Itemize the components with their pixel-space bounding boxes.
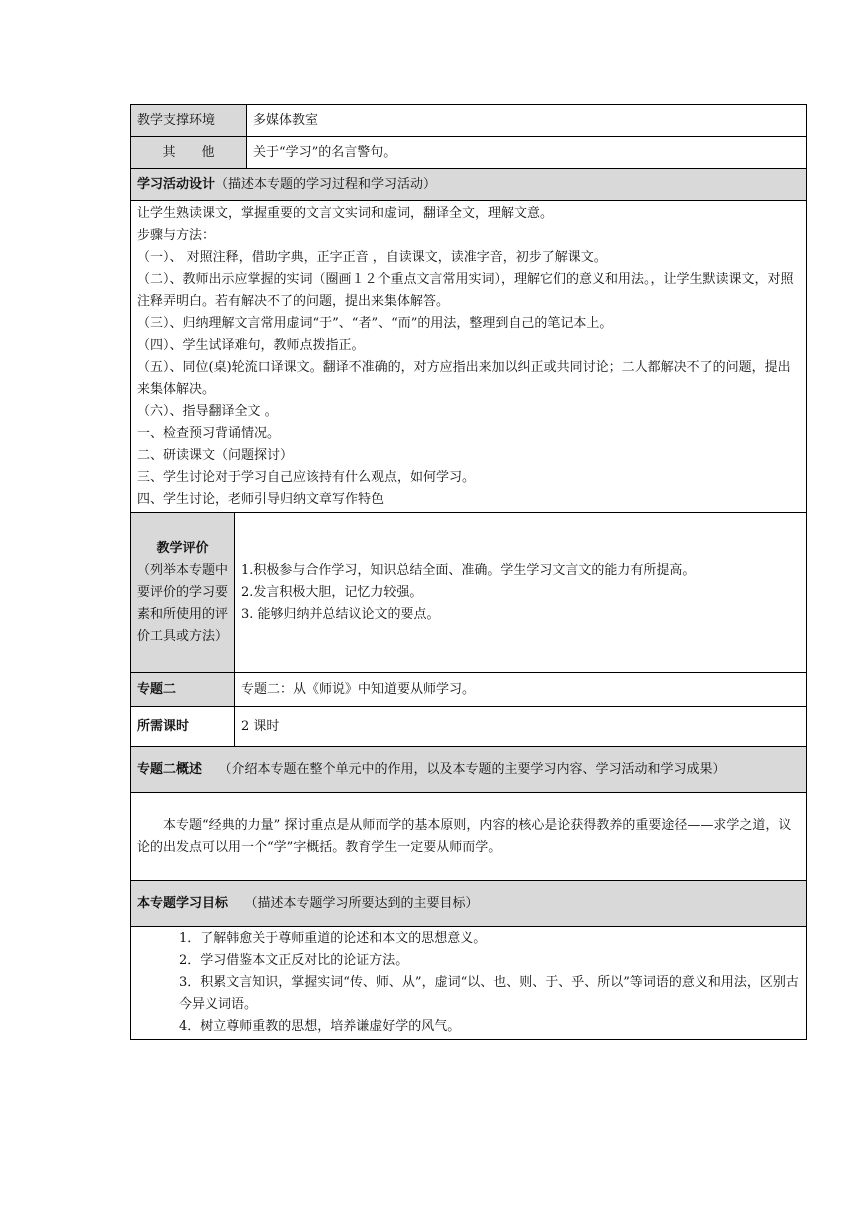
goals-note: （描述本专题学习所要达到的主要目标）	[244, 895, 479, 911]
evaluation-row	[131, 513, 807, 673]
topic2-value: 专题二：从《师说》中知道要从师学习。	[235, 673, 807, 707]
goals-title: 本专题学习目标	[137, 895, 229, 911]
lesson-plan-table	[130, 104, 807, 1040]
goal-item: 2．学习借鉴本文正反对比的论证方法。	[179, 953, 409, 968]
activity-note: （描述本专题的学习过程和学习活动）	[215, 176, 437, 192]
goal-item: 1．了解韩愈关于尊师重道的论述和本文的思想意义。	[179, 931, 487, 946]
env-value: 多媒体教室	[247, 105, 807, 137]
activity-title: 学习活动设计	[137, 176, 216, 192]
activity-line: 让学生熟读课文，掌握重要的文言文实词和虚词，翻译全文，理解文意。	[137, 206, 554, 221]
activity-line: 二、研读课文（问题探讨）	[137, 448, 294, 463]
topic2-row	[131, 673, 807, 707]
hours-row	[131, 707, 807, 747]
goal-item: 4．树立尊师重教的思想，培养谦虚好学的风气。	[179, 1019, 461, 1034]
other-value: 关于“学习”的名言警句。	[247, 137, 807, 169]
evaluation-title: 教学评价	[156, 540, 209, 556]
activity-line: 四、学生讨论，老师引导归纳文章写作特色	[137, 492, 385, 507]
overview-header	[131, 747, 807, 793]
goals-header	[131, 881, 807, 927]
evaluation-label	[131, 513, 235, 673]
activity-line: 一、检查预习背诵情况。	[137, 426, 281, 441]
goal-item: 3．积累文言知识，掌握实词“传、师、从”，虚词“以、也、则、于、乎、所以”等词语的意义和用法，区别古今异义词语。	[179, 975, 799, 1012]
evaluation-item: 2.发言积极大胆，记忆力较强。	[241, 584, 423, 600]
activity-line: （六）、指导翻译全文 。	[137, 404, 278, 419]
goals-body-row	[131, 927, 807, 1040]
activity-body	[131, 201, 807, 513]
overview-text: 本专题“经典的力量” 探讨重点是从师而学的基本原则，内容的核心是论获得教养的重要途径——求学之道，议论的出发点可以用一个“学”字概括。教育学生一定要从师而学。	[137, 817, 792, 855]
overview-body	[131, 793, 807, 881]
activity-line: （四）、学生试译难句，教师点拨指正。	[137, 338, 365, 353]
activity-line: （二）、教师出示应掌握的实词（圈画１２个重点文言常用实词），理解它们的意义和用法。，让学生默读课文，对照注释弄明白。若有解决不了的问题，提出来集体解答。	[137, 272, 794, 309]
goals-header-row	[131, 881, 807, 927]
topic2-label: 专题二	[131, 673, 235, 707]
evaluation-body	[235, 513, 807, 673]
activity-line: （五）、同位(桌)轮流口译课文。翻译不准确的，对方应指出来加以纠正或共同讨论；二人都解决不了的问题，提出来集体解决。	[137, 360, 791, 397]
overview-header-row	[131, 747, 807, 793]
activity-body-row	[131, 201, 807, 513]
evaluation-item: 3. 能够归纳并总结议论文的要点。	[241, 606, 440, 622]
hours-value: 2 课时	[235, 707, 807, 747]
other-row	[131, 137, 807, 169]
activity-line: （一）、 对照注释，借助字典，正字正音 ，自读课文，读准字音，初步了解课文。	[137, 250, 607, 265]
activity-line: 步骤与方法：	[137, 228, 216, 243]
env-row	[131, 105, 807, 137]
activity-header	[131, 169, 807, 201]
other-label: 其 他	[131, 137, 247, 169]
goals-body	[131, 927, 807, 1040]
overview-title: 专题二概述	[137, 761, 203, 777]
env-label: 教学支撑环境	[131, 105, 247, 137]
overview-note: （介绍本专题在整个单元中的作用，以及本专题的主要学习内容、学习活动和学习成果）	[218, 761, 726, 777]
activity-header-row	[131, 169, 807, 201]
activity-line: （三）、归纳理解文言常用虚词“于”、“者”、“而”的用法，整理到自己的笔记本上。	[137, 316, 613, 331]
hours-label: 所需课时	[131, 707, 235, 747]
overview-body-row	[131, 793, 807, 881]
document-page	[130, 104, 806, 1040]
activity-line: 三、学生讨论对于学习自己应该持有什么观点，如何学习。	[137, 470, 476, 485]
evaluation-note: （列举本专题中要评价的学习要素和所使用的评价工具或方法）	[137, 562, 229, 644]
evaluation-item: 1.积极参与合作学习，知识总结全面、准确。学生学习文言文的能力有所提高。	[241, 562, 696, 578]
